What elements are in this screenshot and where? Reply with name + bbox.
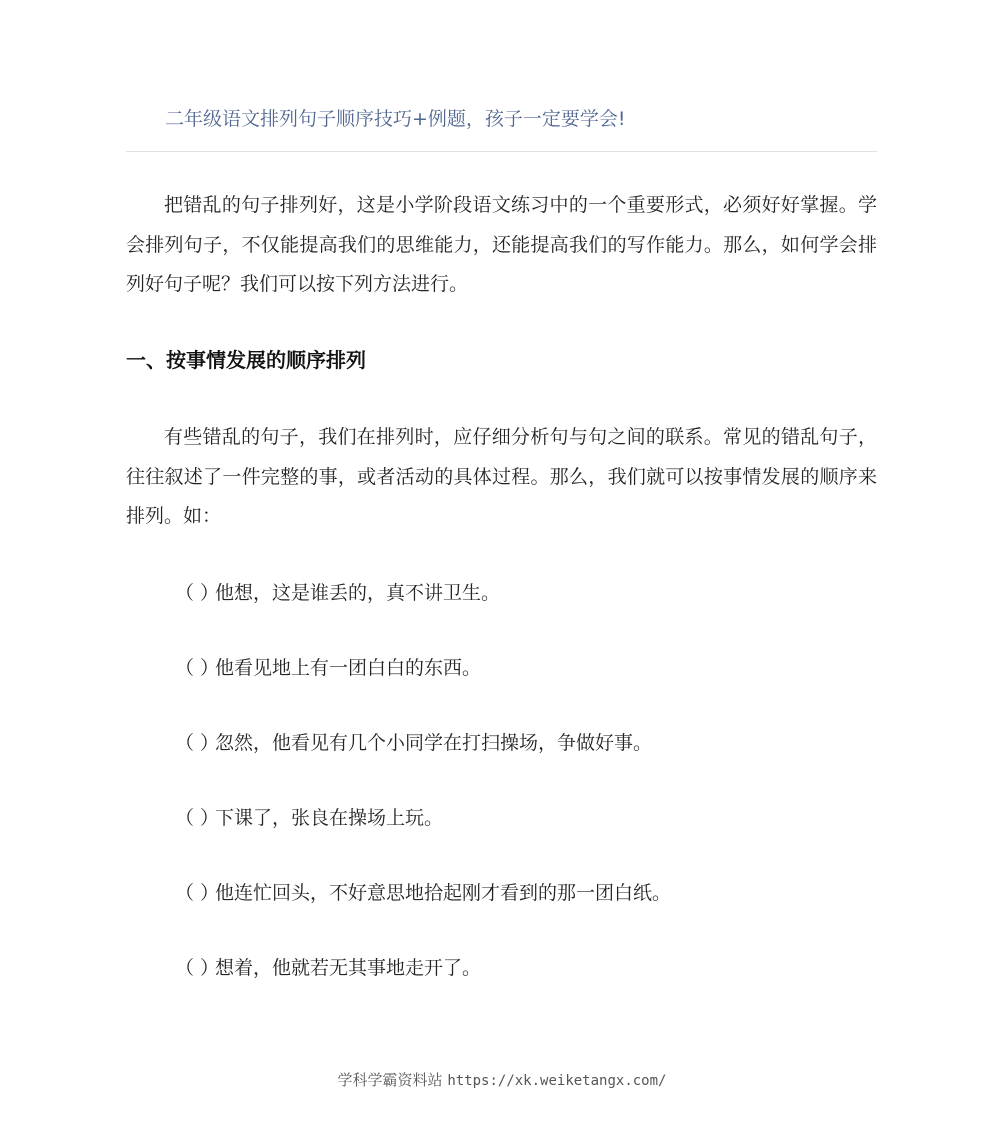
example-sentence-text: 想着，他就若无其事地走开了。 xyxy=(215,956,482,979)
answer-blank: （ ） xyxy=(175,581,220,604)
example-sentence xyxy=(175,875,671,907)
example-sentence xyxy=(175,800,671,832)
title-divider xyxy=(126,151,877,152)
example-sentence-text: 他连忙回头，不好意思地拾起刚才看到的那一团白纸。 xyxy=(215,881,672,904)
answer-blank: （ ） xyxy=(175,656,220,679)
answer-blank: （ ） xyxy=(175,881,220,904)
article-title: 二年级语文排列句子顺序技巧+例题，孩子一定要学会! xyxy=(165,108,626,130)
example-sentence xyxy=(175,575,671,607)
example-sentence-text: 他看见地上有一团白白的东西。 xyxy=(215,656,482,679)
answer-blank: （ ） xyxy=(175,956,220,979)
footer-site-name: 学科学霸资料站 xyxy=(337,1071,443,1089)
footer-url-link[interactable]: https://xk.weiketangx.com/ xyxy=(447,1073,667,1089)
page-footer xyxy=(0,1068,1004,1093)
intro-paragraph: 把错乱的句子排列好，这是小学阶段语文练习中的一个重要形式，必须好好掌握。学会排列句子，不仅能提高我们的思维能力，还能提高我们的写作能力。那么，如何学会排列好句子呢？我们可以按下列方法进行。 xyxy=(126,194,877,295)
answer-blank: （ ） xyxy=(175,806,220,829)
section-heading-1: 一、按事情发展的顺序排列 xyxy=(126,348,366,372)
example-sentence-text: 下课了，张良在操场上玩。 xyxy=(215,806,444,829)
section-1-paragraph: 有些错乱的句子，我们在排列时，应仔细分析句与句之间的联系。常见的错乱句子，往往叙述了一件完整的事，或者活动的具体过程。那么，我们就可以按事情发展的顺序来排列。如： xyxy=(126,426,877,527)
example-sentence xyxy=(175,650,671,682)
example-sentence xyxy=(175,725,671,757)
example-sentence-text: 忽然，他看见有几个小同学在打扫操场，争做好事。 xyxy=(215,731,653,754)
example-sentence-list xyxy=(175,575,671,1025)
example-sentence-text: 他想，这是谁丢的，真不讲卫生。 xyxy=(215,581,501,604)
example-sentence xyxy=(175,950,671,982)
answer-blank: （ ） xyxy=(175,731,220,754)
